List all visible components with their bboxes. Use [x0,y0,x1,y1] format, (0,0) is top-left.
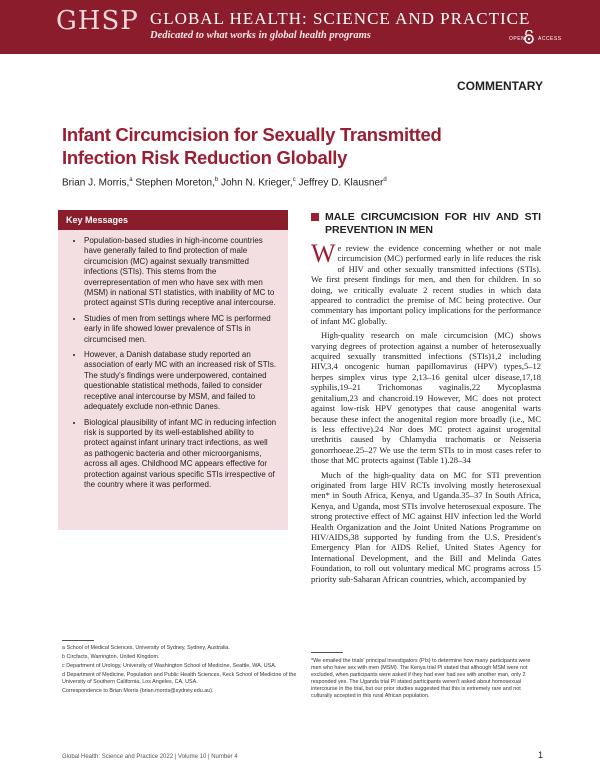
key-messages-box [58,210,288,530]
key-message-item: • Studies of men from settings where MC is performed early in life showed lower prevalence of STIs in circumcised men. [84,314,278,345]
page-footer-citation: Global Health: Science and Practice 2022 | Volume 10 | Number 4 [62,754,238,760]
open-access-icon [523,30,535,44]
body-paragraph: Much of the high-quality data on MC for STI prevention originated from large HIV RCTs involving mostly heterosexual men* in South Africa, Kenya, and Uganda.35–37 In South Africa, Kenya, and Uganda, most STIs involve heterosexual exposure. The strong protective effect of MC against HIV infection led the World Health Organization and the Joint United Nations Programme on HIV/AIDS,38 supported by funding from the U.S. President's Emergency Plan for AIDS Relief, United States Agency for International Development, and the Bill and Melinda Gates Foundation, to roll out voluntary medical MC programs across 15 priority sub-Saharan African countries, which, accompanied by [311,469,541,584]
section-marker-icon [311,213,319,221]
key-message-item: • Population-based studies in high-income countries have generally failed to find protection of male circumcision (MC) against sexually transmitted infections (STIs). This stems from the overrepresentation of men who have sex with men (MSM) in national STI statistics, with inability of MC to protect against STIs during receptive anal intercourse. [84,236,278,309]
body-paragraph: High-quality research on male circumcision (MC) shows varying degrees of protection against a number of heterosexually acquired sexually transmitted infections (STIs)1,2 including HIV,3,4 oncogenic human papillomavirus (HPV) types,5–12 herpes simplex virus type 2,13–16 genital ulcer disease,17,18 syphilis,19–21 Trichomonas vaginalis,22 Mycoplasma genitalium,23 and chancroid.19 However, MC does not protect against low-risk HPV genotypes that cause anogenital warts because these infect the anogenital region more broadly (i.e., MC is less effective).24 Nor does MC protect against urogenital urethritis caused by Chlamydia trachomatis or Neisseria gonorrhoeae.25–27 We use the term STIs to in most cases refer to those that MC protects against (Table 1).28–34 [311,330,541,466]
key-message-item: • Biological plausibility of infant MC in reducing infection risk is supported by its well-established ability to protect against infant urinary tract infections, as well as pathogenic bacteria and other microorganisms, across all ages. Childhood MC appears effective for protection against various specific STIs irrespective of the country where it was performed. [84,418,278,491]
article-title: Infant Circumcision for Sexually Transmitted Infection Risk Reduction Globally [62,124,442,168]
key-messages-heading: Key Messages [58,210,288,230]
affiliation: c Department of Urology, University of Washington School of Medicine, Seattle, WA, USA. [62,663,277,669]
drop-cap: W [311,239,336,268]
footnote: *We emailed the trials' principal investigators (PIs) to determine how many participants were men who have sex with men (MSM). The Kenya trial PI stated that although MSM were not excluded, when participants were asked if they had ever had sex with another man, only 2 responded yes. The Uganda trial PI stated participants weren't asked about homosexual intercourse in the trial, but our prior studies suggested that this is extremely rare and not culturally accepted in this rural African population. [311,658,531,699]
open-access-label-right: ACCESS [538,36,562,42]
affiliation-divider [62,640,94,641]
author: Stephen Moreton, [135,177,215,189]
correspondence: Correspondence to Brian Morris (brian.morris@sydney.edu.au). [62,688,214,694]
journal-banner [0,0,600,54]
affiliation: a School of Medical Sciences, University of Sydney, Sydney, Australia. [62,645,230,651]
article-body [311,211,541,588]
author: Brian J. Morris, [62,177,130,189]
journal-logo: GHSP [56,6,139,36]
affiliation: d Department of Medicine, Population and Public Health Sciences, Keck School of Medicine of the University of Southern California, Los Angeles, CA, USA. [62,672,297,685]
author: Jeffrey D. Klausner [298,177,384,189]
affiliations [62,645,302,697]
footnote-divider [311,652,343,653]
article-type: COMMENTARY [457,79,543,93]
journal-tagline: Dedicated to what works in global health programs [150,30,371,41]
author-list: Brian J. Morris,$^a$ Stephen Moreton,$^b$ John N. Krieger,$^c$ Jeffrey D. Klausner$^d$ [62,177,387,189]
page-number: 1 [537,750,543,760]
affiliation: b Circfacts, Warrington, United Kingdom. [62,654,160,660]
key-message-item: • However, a Danish database study reported an association of early MC with an increased risk of STIs. The study's findings were underpowered, contained questionable statistical methods, failed to consider receptive anal intercourse by MSM, and failed to adequately exclude non-ethnic Danes. [84,350,278,412]
key-messages-list [58,230,288,490]
body-paragraph: We review the evidence concerning whether or not male circumcision (MC) performed early in life reduces the risk of HIV and other sexually transmitted infections (STIs). We first present findings for men, and then for children. In so doing, we critically evaluate 2 recent studies in which data appeared to contradict the premise of MC being protective. Our commentary has important policy implications for the performance of infant MC globally. [311,239,541,326]
open-access-label-left: OPEN [509,36,526,42]
author: John N. Krieger, [220,177,293,189]
journal-name: GLOBAL HEALTH: SCIENCE AND PRACTICE [150,9,531,28]
section-heading: MALE CIRCUMCISION FOR HIV AND STI PREVENTION IN MEN [311,211,541,237]
